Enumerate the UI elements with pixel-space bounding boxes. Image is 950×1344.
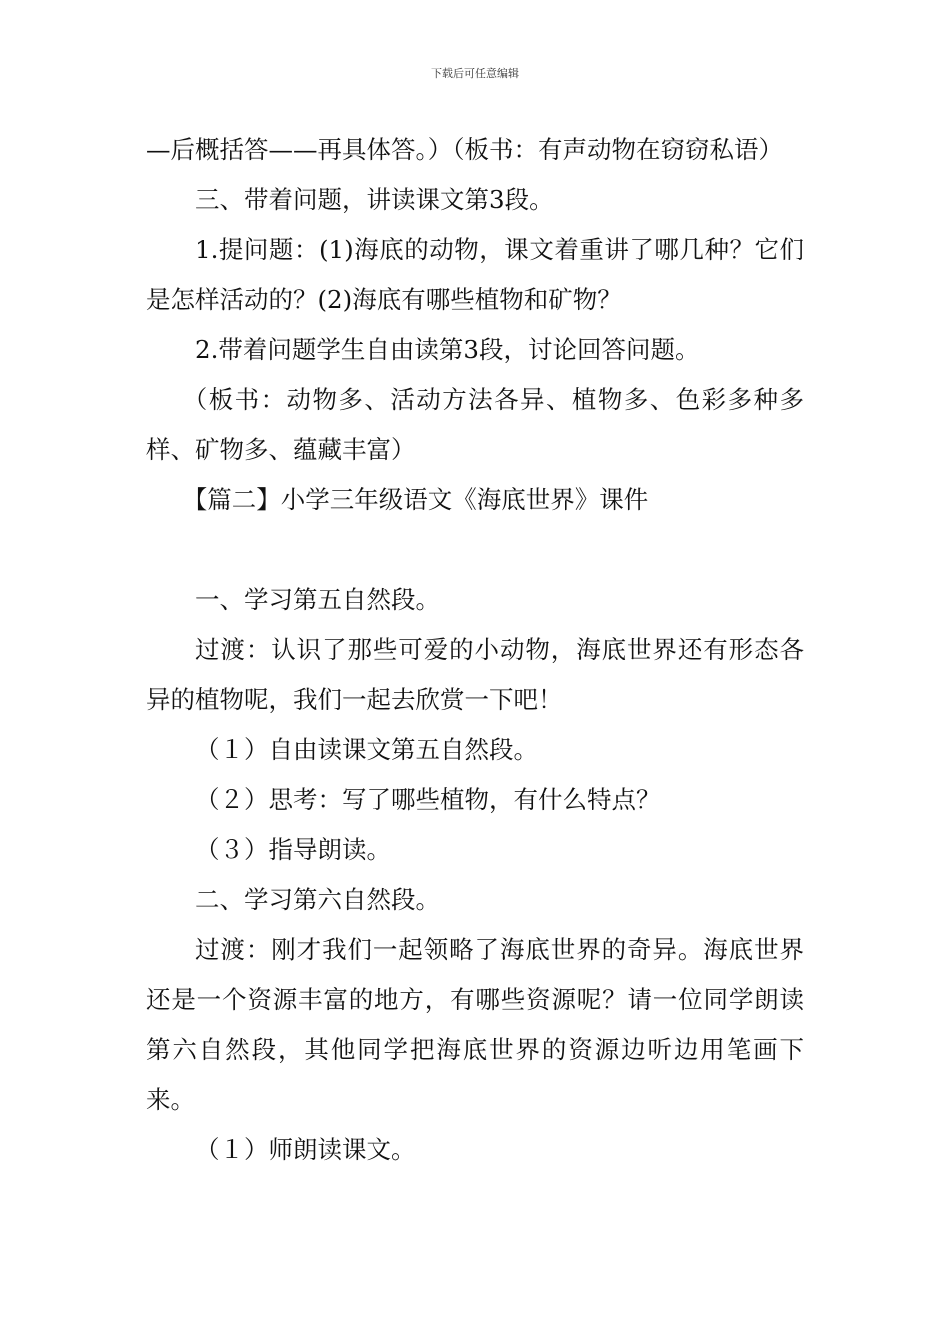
list-item-2: （２）思考：写了哪些植物，有什么特点？ bbox=[195, 785, 661, 814]
document-body bbox=[146, 125, 804, 1175]
paragraph-question-1: 1.提问题：(1)海底的动物，课文着重讲了哪几种？它们是怎样活动的？(2)海底有哪些植物和矿物？ bbox=[146, 235, 804, 314]
section-heading-three: 三、带着问题，讲读课文第3段。 bbox=[195, 185, 554, 214]
article-title-part-two: 【篇二】小学三年级语文《海底世界》课件 bbox=[182, 485, 649, 514]
paragraph-transition-2: 过渡：刚才我们一起领略了海底世界的奇异。海底世界还是一个资源丰富的地方，有哪些资源呢？请一位同学朗读第六自然段，其他同学把海底世界的资源边听边用笔画下来。 bbox=[146, 935, 804, 1114]
list-item-4: （１）师朗读课文。 bbox=[195, 1135, 416, 1164]
list-item-1: （１）自由读课文第五自然段。 bbox=[195, 735, 538, 764]
page-header: 下载后可任意编辑 bbox=[431, 67, 519, 80]
section-heading-one: 一、学习第五自然段。 bbox=[195, 585, 440, 614]
list-item-3: （３）指导朗读。 bbox=[195, 835, 391, 864]
paragraph-continuation: —后概括答——再具体答。）（板书：有声动物在窃窃私语） bbox=[146, 135, 783, 164]
paragraph-transition-1: 过渡：认识了那些可爱的小动物，海底世界还有形态各异的植物呢，我们一起去欣赏一下吧！ bbox=[146, 635, 804, 714]
paragraph-question-2: 2.带着问题学生自由读第3段，讨论回答问题。 bbox=[195, 335, 700, 364]
blank-line bbox=[146, 525, 804, 575]
paragraph-board-note: （板书：动物多、活动方法各异、植物多、色彩多种多样、矿物多、蕴藏丰富） bbox=[146, 385, 804, 464]
section-heading-two: 二、学习第六自然段。 bbox=[195, 885, 440, 914]
